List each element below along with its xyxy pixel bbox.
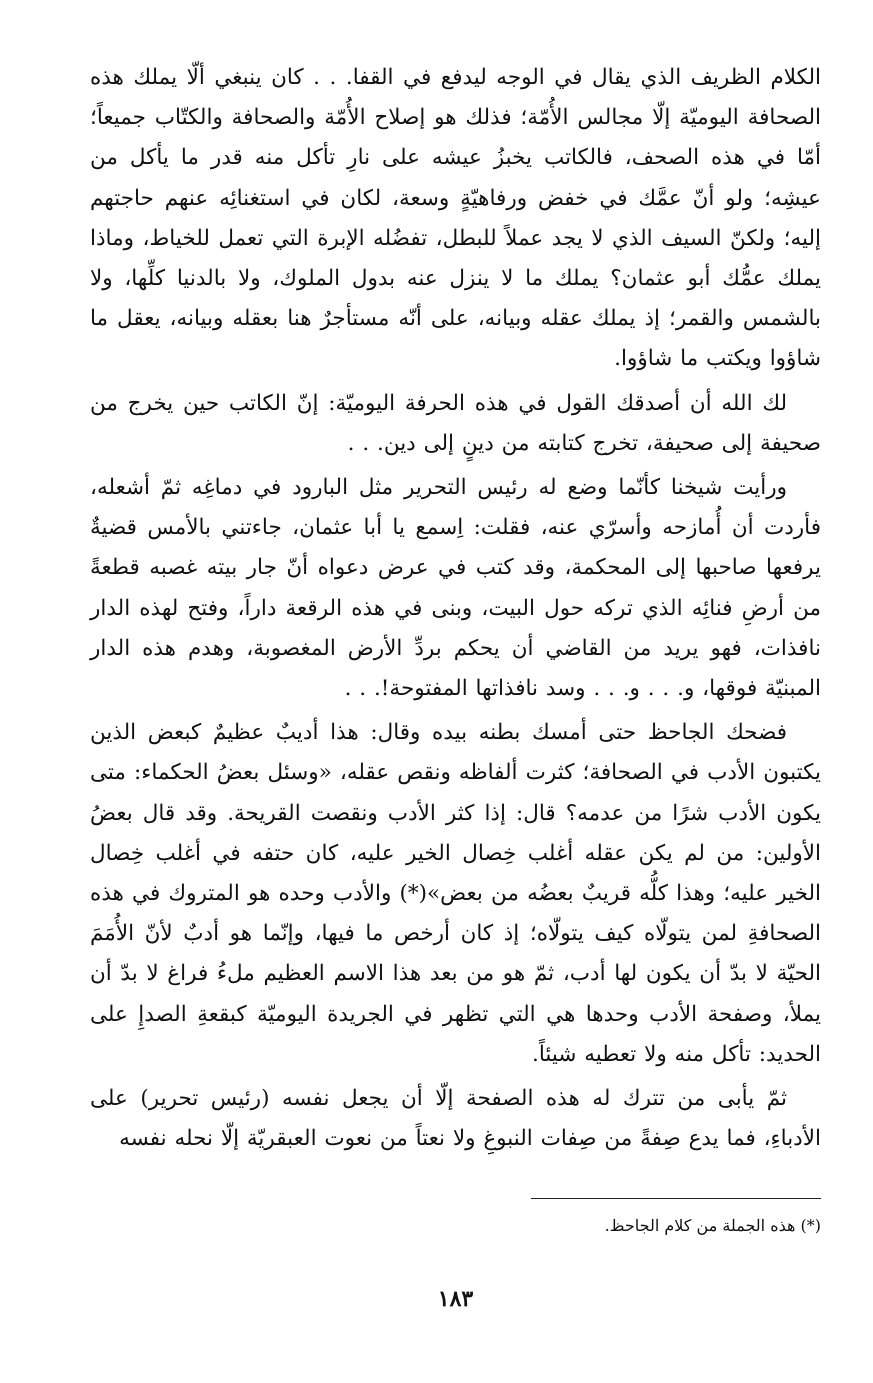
footnote-divider	[531, 1198, 821, 1199]
paragraph-3: ورأيت شيخنا كأنّما وضع له رئيس التحرير مثل البارود في دماغِه ثمّ أشعله، فأردت أن أُمازحه وأسرّي عنه، فقلت: اِسمع يا أبا عثمان، جاءتني بالأمس قضيةٌ يرفعها صاحبها إلى المحكمة، وقد كتب في عرض دعواه أنّ جار بيته غصبه قطعةً من أرضِ فنائِه الذي تركه حول البيت، وبنى في هذه الرقعة داراً، وفتح لهذه الدار نافذات، فهو يريد من القاضي أن يحكم بردِّ الأرض المغصوبة، وهدم هذه الدار المبنيّة فوقها، و. . . و. . . وسد نافذاتها المفتوحة!. . .	[90, 475, 821, 702]
paragraph-2: لك الله أن أصدقك القول في هذه الحرفة اليوميّة: إنّ الكاتب حين يخرج من صحيفة إلى صحيفة، تخرج كتابته من دينٍ إلى دين. . .	[90, 390, 821, 456]
footnote: (*) هذه الجملة من كلام الجاحظ.	[604, 1216, 821, 1235]
body-text	[90, 58, 821, 1159]
paragraph-1: الكلام الظريف الذي يقال في الوجه ليدفع في القفا. . . كان ينبغي ألّا يملك هذه الصحافة اليوميّة إلّا مجالس الأُمّة؛ فذلك هو إصلاح الأُمّة والصحافة والكتّاب جميعاً؛ أمّا في هذه الصحف، فالكاتب يخبزُ عيشه على نارِ تأكل منه قدر ما يأكل من عيشِه؛ ولو أنّ عمَّك في خفض ورفاهيّةٍ وسعة، لكان في استغنائِه عنهم حاجتهم إليه؛ ولكنّ السيف الذي لا يجد عملاً للبطل، تفضُله الإبرة التي تعمل للخياط، وماذا يملك عمُّك أبو عثمان؟ يملك ما لا ينزل عنه بدول الملوك، ولا بالدنيا كلِّها، ولا بالشمس والقمر؛ إذ يملك عقله وبيانه، على أنّه مستأجرٌ هنا بعقله وبيانه، يعقل ما شاؤوا ويكتب ما شاؤوا.	[90, 65, 821, 372]
paragraph-5: ثمّ يأبى من تترك له هذه الصفحة إلّا أن يجعل نفسه (رئيس تحرير) على الأدباءِ، فما يدع صِفةً من صِفات النبوغِ ولا نعتاً من نعوت العبقريّة إلّا نحله نفسه	[90, 1086, 821, 1152]
paragraph-4: فضحك الجاحظ حتى أمسك بطنه بيده وقال: هذا أديبٌ عظيمٌ كبعض الذين يكتبون الأدب في الصحافة؛ كثرت ألفاظه ونقص عقله، «وسئل بعضُ الحكماء: متى يكون الأدب شرًا من عدمه؟ قال: إذا كثر الأدب ونقصت القريحة. وقد قال بعضُ الأولين: من لم يكن عقله أغلب خِصال الخير عليه، كان حتفه في أغلب خِصال الخير عليه؛ وهذا كلُّه قريبٌ بعضُه من بعض»(*) والأدب وحده هو المتروك في هذه الصحافةِ لمن يتولّاه كيف يتولّاه؛ إذ كان أرخص ما فيها، وإنّما هو أدبٌ لأنّ الأُمَمَ الحيّة لا بدّ أن يكون لها أدب، ثمّ هو من بعد هذا الاسم العظيم ملءُ فراغ لا بدّ أن يملأ، وصفحة الأدب وحدها هي التي تظهر في الجريدة اليوميّة كبقعةِ الصدإِ على الحديد: تأكل منه ولا تعطيه شيئاً.	[90, 720, 821, 1067]
page-number: ١٨٣	[437, 1286, 474, 1312]
book-page	[90, 58, 821, 1378]
